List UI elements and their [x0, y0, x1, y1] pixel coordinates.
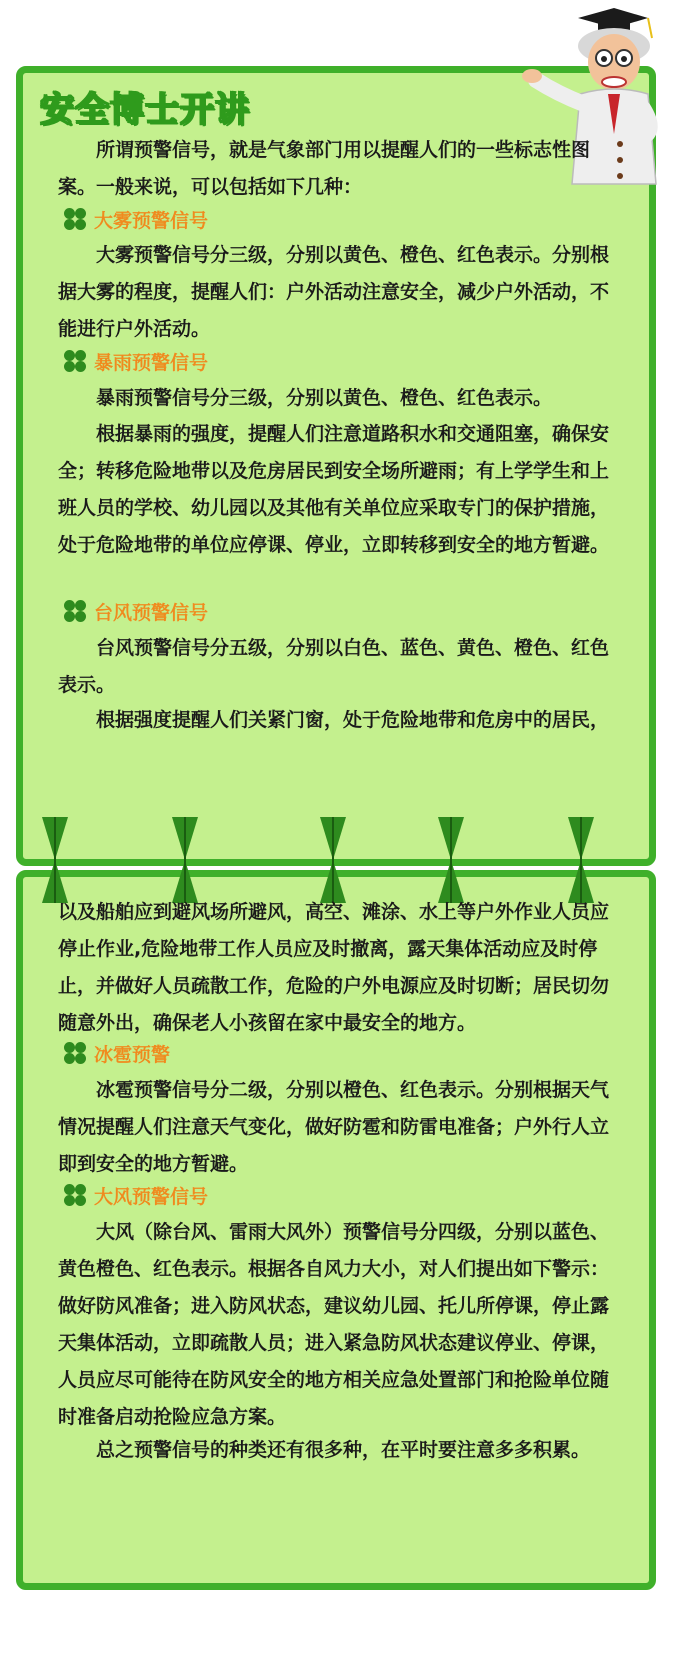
clover-icon: [64, 208, 86, 230]
page-title: 安全博士开讲: [40, 90, 250, 130]
section-heading-label: 冰雹预警: [94, 1043, 171, 1066]
spring-connector-icon: [40, 815, 70, 905]
section-heading-fog: [64, 204, 208, 234]
section-heading-gale: [64, 1180, 208, 1210]
section-heading-label: 大风预警信号: [94, 1185, 209, 1208]
typhoon-paragraph-2: 根据强度提醒人们关紧门窗，处于危险地带和危房中的居民，: [96, 709, 610, 731]
section-heading-rainstorm: [64, 346, 208, 376]
section-heading-label: 台风预警信号: [94, 601, 209, 624]
clover-icon: [64, 600, 86, 622]
clover-icon: [64, 1042, 86, 1064]
typhoon-continuation-paragraph: 以及船舶应到避风场所避风，高空、滩涂、水上等户外作业人员应停止作业,危险地带工作人员应及时撤离，露天集体活动应及时停止，并做好人员疏散工作，危险的户外电源应及时切断；居民切勿随意外出，确保老人小孩留在家中最安全的地方。: [58, 901, 610, 1034]
spring-connector-icon: [566, 815, 596, 905]
gale-paragraph: 大风（除台风、雷雨大风外）预警信号分四级，分别以蓝色、黄色橙色、红色表示。根据各自风力大小，对人们提出如下警示：做好防风准备；进入防风状态，建议幼儿园、托儿所停课，停止露天集体活动，立即疏散人员；进入紧急防风状态建议停业、停课，人员应尽可能待在防风安全的地方相关应急处置部门和抢险单位随时准备启动抢险应急方案。: [58, 1221, 610, 1428]
fog-paragraph: 大雾预警信号分三级，分别以黄色、橙色、红色表示。分别根据大雾的程度，提醒人们：户外活动注意安全，减少户外活动，不能进行户外活动。: [58, 244, 610, 340]
rainstorm-paragraph-1: 暴雨预警信号分三级，分别以黄色、橙色、红色表示。: [96, 387, 553, 409]
spring-connector-icon: [318, 815, 348, 905]
intro-paragraph: 所谓预警信号，就是气象部门用以提醒人们的一些标志性图案。一般来说，可以包括如下几种：: [58, 139, 591, 198]
spring-connector-icon: [170, 815, 200, 905]
section-heading-hail: [64, 1038, 170, 1068]
hail-paragraph: 冰雹预警信号分二级，分别以橙色、红色表示。分别根据天气情况提醒人们注意天气变化，做好防雹和防雷电准备；户外行人立即到安全的地方暂避。: [58, 1079, 610, 1175]
clover-icon: [64, 1184, 86, 1206]
clover-icon: [64, 350, 86, 372]
spring-connector-icon: [436, 815, 466, 905]
summary-paragraph: 总之预警信号的种类还有很多种，在平时要注意多多积累。: [96, 1439, 591, 1461]
section-heading-typhoon: [64, 596, 208, 626]
rainstorm-paragraph-2: 根据暴雨的强度，提醒人们注意道路积水和交通阻塞，确保安全；转移危险地带以及危房居民到安全场所避雨；有上学学生和上班人员的学校、幼儿园以及其他有关单位应采取专门的保护措施，处于危险地带的单位应停课、停业，立即转移到安全的地方暂避。: [58, 423, 610, 556]
typhoon-paragraph-1: 台风预警信号分五级，分别以白色、蓝色、黄色、橙色、红色表示。: [58, 637, 610, 696]
section-heading-label: 暴雨预警信号: [94, 351, 209, 374]
section-heading-label: 大雾预警信号: [94, 209, 209, 232]
